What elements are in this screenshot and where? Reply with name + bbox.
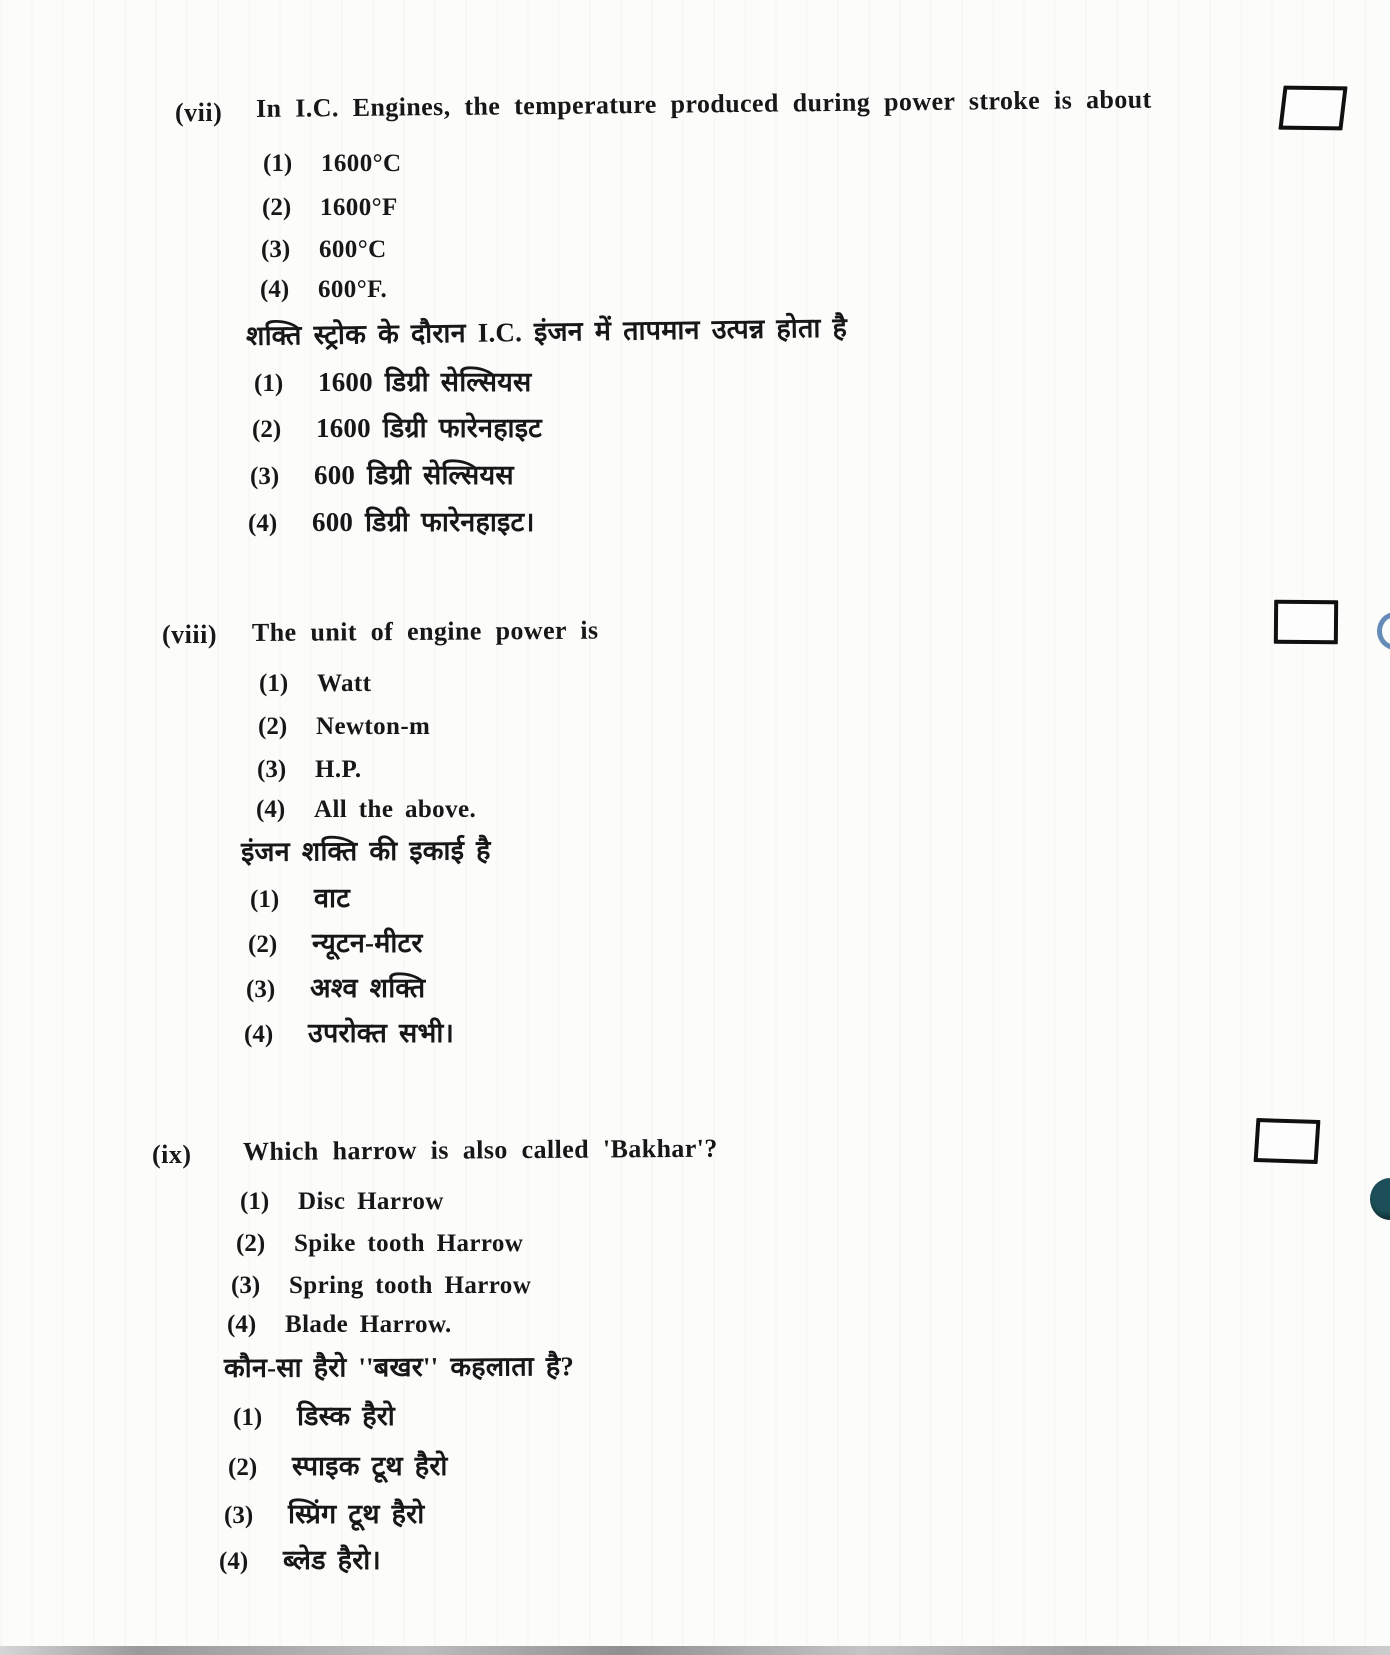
- option-text: 600 डिग्री सेल्सियस: [314, 460, 514, 490]
- option-ix-en-3: [231, 1272, 531, 1300]
- answer-box-ix[interactable]: [1254, 1118, 1321, 1164]
- option-vii-hi-2: [252, 408, 542, 445]
- option-number: (4): [227, 1311, 257, 1338]
- option-number: (2): [228, 1454, 258, 1481]
- option-number: (1): [254, 370, 284, 397]
- option-text: स्प्रिंग टूथ हैरो: [288, 1499, 425, 1529]
- option-text: 1600 डिग्री फारेनहाइट: [316, 413, 542, 443]
- option-text: Disc Harrow: [298, 1188, 444, 1215]
- option-text: Blade Harrow.: [285, 1311, 452, 1338]
- option-text: 600°F.: [318, 276, 388, 303]
- option-viii-hi-4: [244, 1013, 454, 1050]
- option-vii-hi-1: [254, 362, 531, 399]
- option-ix-hi-1: [233, 1396, 395, 1433]
- question-viii-text-en: The unit of engine power is: [251, 615, 599, 647]
- option-text: 600 डिग्री फारेनहाइट।: [312, 507, 535, 537]
- option-text: ब्लेड हैरो।: [283, 1545, 381, 1575]
- option-text: वाट: [314, 883, 351, 913]
- option-text: Watt: [317, 670, 372, 697]
- option-text: 600°C: [319, 236, 387, 263]
- option-number: (2): [236, 1230, 266, 1257]
- option-text: Newton-m: [316, 713, 431, 740]
- option-text: न्यूटन-मीटर: [312, 928, 423, 958]
- blue-ink-arc-artifact: [1377, 612, 1390, 650]
- option-text: स्पाइक टूथ हैरो: [292, 1451, 448, 1481]
- option-number: (4): [244, 1021, 274, 1048]
- option-number: (3): [261, 236, 291, 263]
- teal-ink-dot-artifact: [1370, 1178, 1390, 1220]
- option-viii-en-2: [258, 713, 430, 741]
- option-number: (4): [248, 510, 278, 537]
- option-viii-hi-2: [248, 923, 423, 960]
- option-text: उपरोक्त सभी।: [308, 1018, 455, 1048]
- option-text: H.P.: [315, 756, 362, 783]
- option-text: 1600°C: [321, 150, 402, 177]
- option-text: All the above.: [314, 796, 477, 823]
- option-number: (2): [262, 194, 292, 221]
- option-text: अश्व शक्ति: [310, 973, 426, 1003]
- option-vii-hi-3: [250, 455, 514, 492]
- option-ix-hi-2: [228, 1446, 448, 1483]
- question-ix-text-en: Which harrow is also called 'Bakhar'?: [242, 1133, 718, 1166]
- question-vii-text-hi: शक्ति स्ट्रोक के दौरान I.C. इंजन में तापमान उत्पन्न होता है: [245, 312, 848, 351]
- option-text: 1600°F: [320, 194, 398, 221]
- option-number: (4): [219, 1548, 249, 1575]
- option-number: (1): [259, 670, 289, 697]
- option-number: (3): [224, 1502, 254, 1529]
- option-text: Spike tooth Harrow: [294, 1230, 524, 1257]
- option-viii-en-3: [257, 756, 362, 784]
- option-ix-en-2: [236, 1230, 523, 1258]
- option-ix-hi-4: [219, 1540, 381, 1577]
- option-vii-en-1: [263, 150, 401, 178]
- option-number: (1): [263, 150, 293, 177]
- option-vii-en-2: [262, 194, 398, 222]
- option-number: (2): [258, 713, 288, 740]
- option-viii-hi-1: [250, 878, 350, 915]
- option-number: (1): [240, 1188, 270, 1215]
- option-vii-hi-4: [248, 502, 535, 539]
- option-viii-en-4: [256, 796, 476, 824]
- option-number: (3): [250, 463, 280, 490]
- option-vii-en-4: [260, 276, 387, 304]
- option-number: (1): [250, 886, 280, 913]
- option-text: डिस्क हैरो: [297, 1401, 395, 1431]
- question-vii-text-en: In I.C. Engines, the temperature produced during power stroke is about: [255, 84, 1152, 123]
- option-viii-en-1: [259, 670, 371, 698]
- answer-box-vii[interactable]: [1278, 86, 1347, 131]
- option-text: Spring tooth Harrow: [289, 1272, 532, 1299]
- option-ix-en-4: [227, 1311, 452, 1339]
- question-viii-number: (viii): [162, 620, 217, 649]
- question-ix-text-hi: कौन-सा हैरो ''बखर'' कहलाता है?: [223, 1351, 575, 1383]
- option-number: (2): [252, 416, 282, 443]
- option-number: (4): [260, 276, 290, 303]
- option-number: (4): [256, 796, 286, 823]
- option-text: 1600 डिग्री सेल्सियस: [318, 367, 532, 397]
- option-ix-hi-3: [224, 1494, 424, 1531]
- option-number: (3): [231, 1272, 261, 1299]
- option-number: (3): [246, 976, 276, 1003]
- option-number: (3): [257, 756, 287, 783]
- bottom-scan-edge-strip: [0, 1646, 1390, 1655]
- option-number: (1): [233, 1404, 263, 1431]
- option-ix-en-1: [240, 1188, 444, 1216]
- option-viii-hi-3: [246, 968, 425, 1005]
- option-vii-en-3: [261, 236, 387, 264]
- question-vii-number: (vii): [175, 98, 223, 127]
- question-viii-text-hi: इंजन शक्ति की इकाई है: [240, 835, 491, 867]
- question-ix-number: (ix): [152, 1140, 192, 1169]
- option-number: (2): [248, 931, 278, 958]
- answer-box-viii[interactable]: [1274, 600, 1338, 645]
